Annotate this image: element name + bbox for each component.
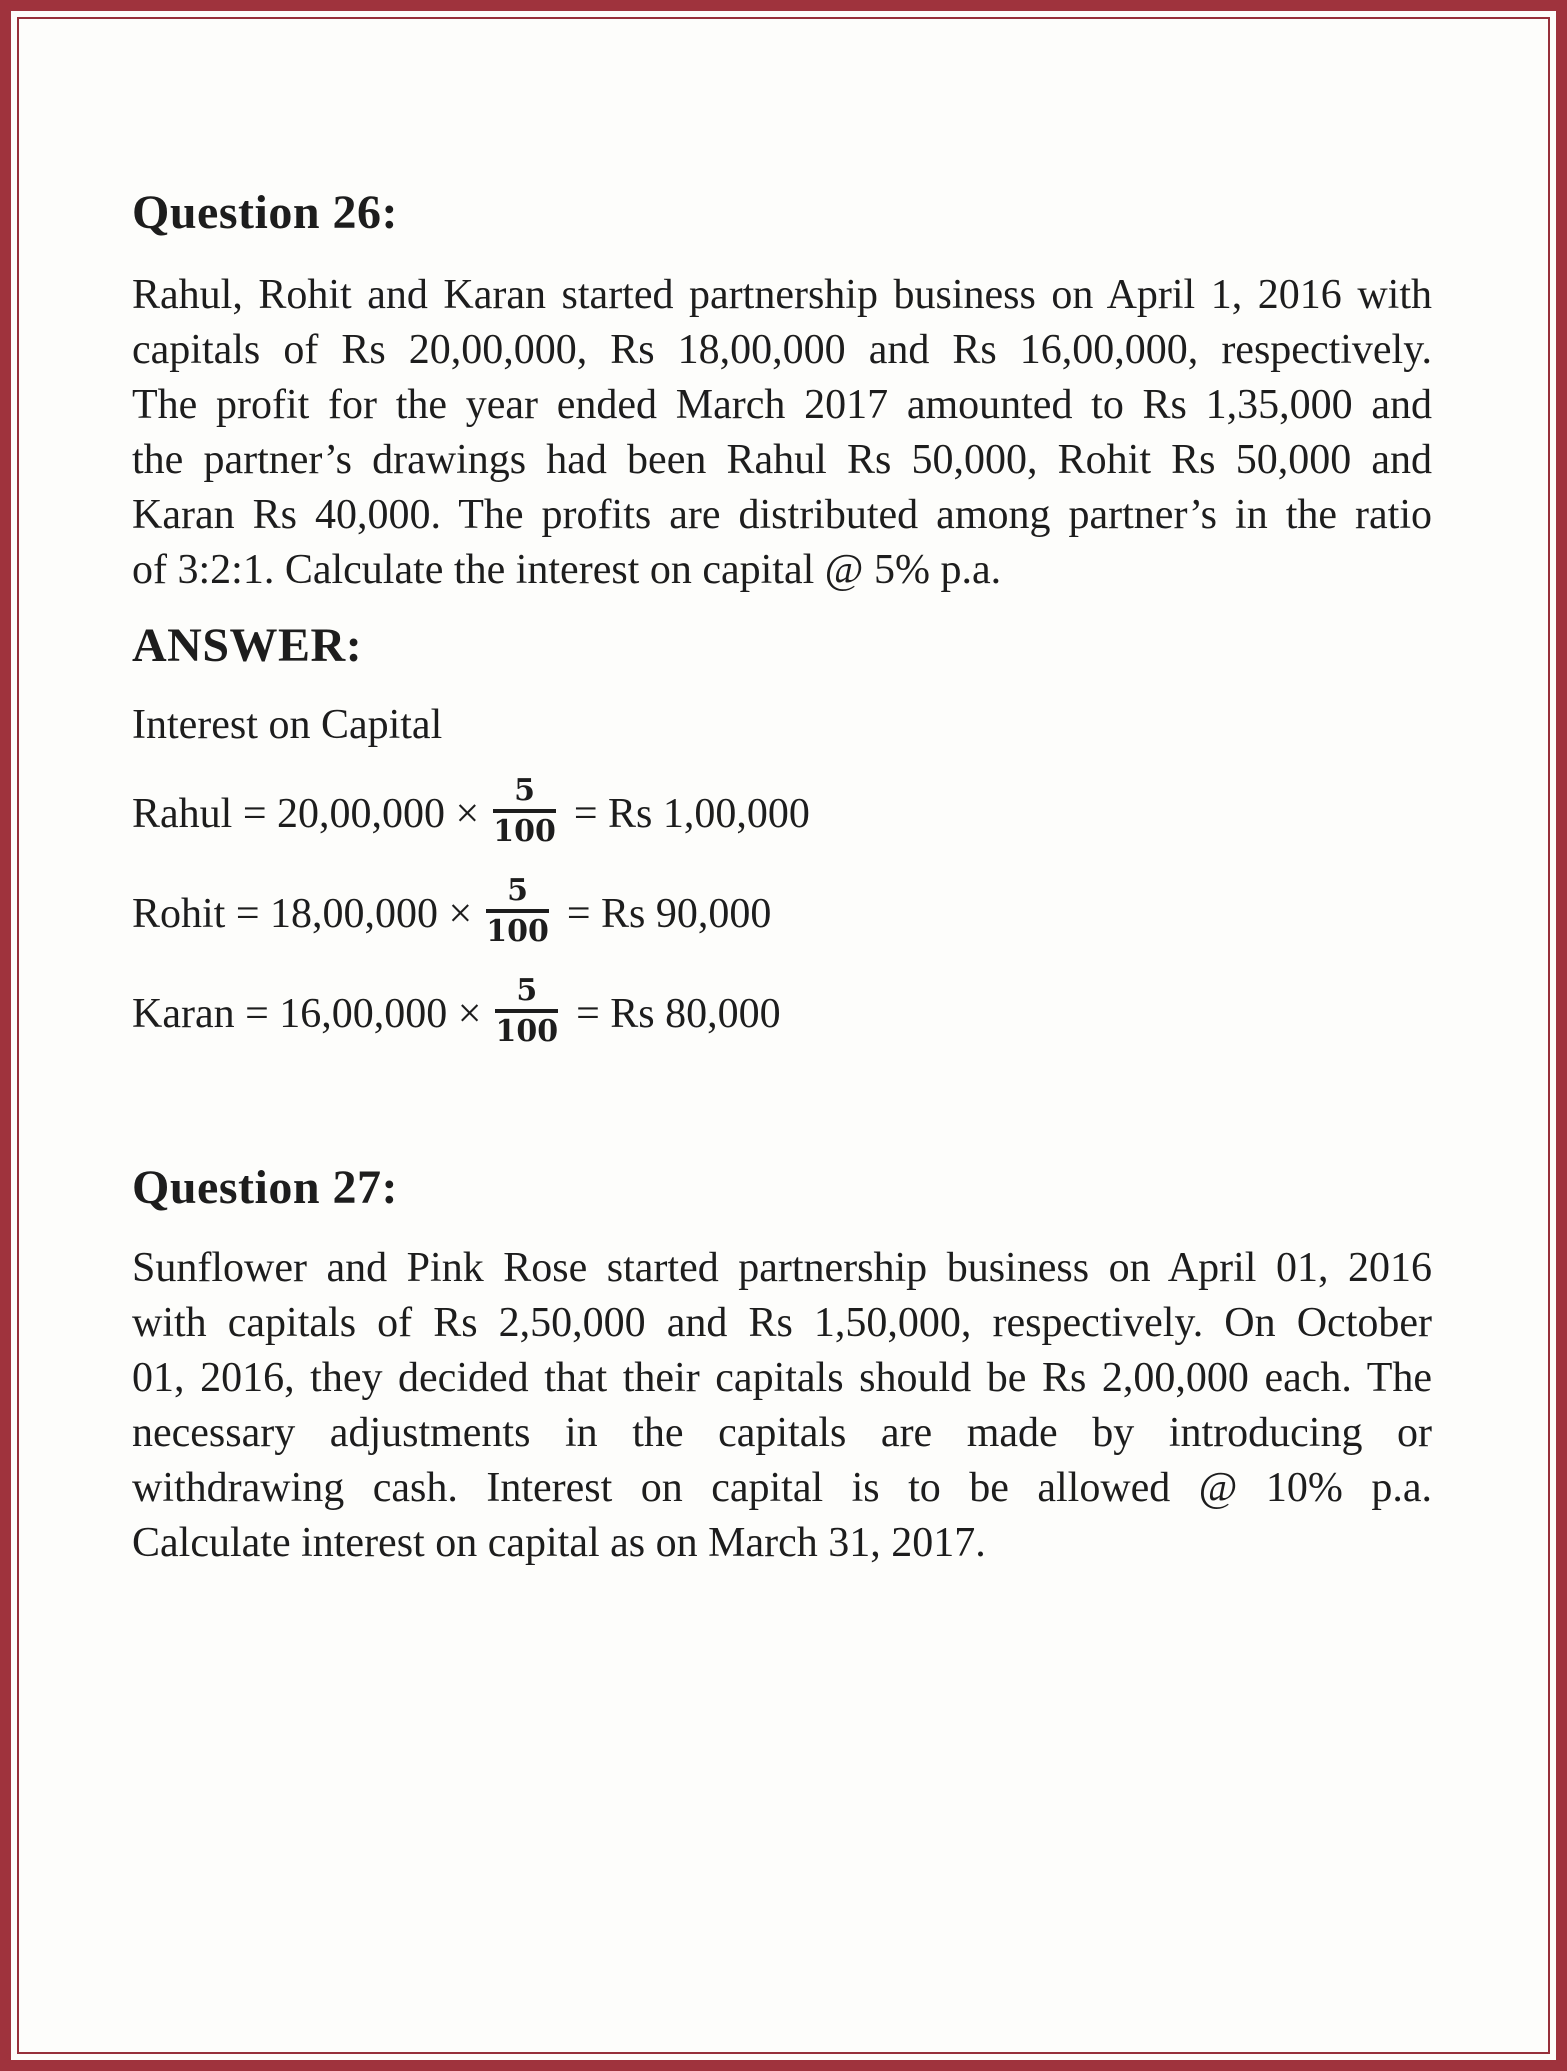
equation-lhs: Karan = 16,00,000 × [132, 991, 482, 1037]
text-line: with capitals of Rs 2,50,000 and Rs 1,50,000, respectively. On October [132, 1300, 1432, 1346]
question-27-text [132, 1241, 1432, 1571]
text-line: necessary adjustments in the capitals are made by introducing or [132, 1410, 1432, 1456]
equation-rohit [132, 864, 1432, 964]
interest-equations [132, 764, 1432, 1064]
fraction-bar [486, 909, 549, 913]
text-line: 01, 2016, they decided that their capitals should be Rs 2,00,000 each. The [132, 1355, 1432, 1401]
text-line: Sunflower and Pink Rose started partnership business on April 01, 2016 [132, 1245, 1432, 1291]
text-line: of 3:2:1. Calculate the interest on capital @ 5% p.a. [132, 547, 1002, 593]
fraction-bar [493, 809, 556, 813]
fraction-denominator: 100 [495, 1014, 559, 1049]
question-27-title: Question 27: [132, 1161, 399, 1214]
question-26-text [132, 268, 1432, 598]
equation-rhs: = Rs 80,000 [576, 991, 781, 1037]
text-line: capitals of Rs 20,00,000, Rs 18,00,000 and Rs 16,00,000, respectively. [132, 327, 1432, 373]
text-line: The profit for the year ended March 2017 amounted to Rs 1,35,000 and [132, 382, 1432, 428]
fraction-numerator: 5 [507, 873, 528, 908]
answer-heading: ANSWER: [132, 619, 363, 672]
page-content [132, 185, 1432, 1571]
text-line: withdrawing cash. Interest on capital is to be allowed @ 10% p.a. [132, 1465, 1432, 1511]
fraction [495, 974, 558, 1048]
fraction-numerator: 5 [514, 773, 535, 808]
fraction-bar [495, 1009, 558, 1013]
fraction-numerator: 5 [516, 973, 538, 1008]
equation-rhs: = Rs 90,000 [566, 891, 772, 937]
equation-lhs: Rahul = 20,00,000 × [132, 791, 480, 837]
text-line: the partner’s drawings had been Rahul Rs 50,000, Rohit Rs 50,000 and [132, 437, 1432, 483]
equation-rhs: = Rs 1,00,000 [573, 791, 810, 837]
fraction [493, 774, 556, 848]
equation-karan [132, 964, 1432, 1064]
text-line: Karan Rs 40,000. The profits are distributed among partner’s in the ratio [132, 492, 1432, 538]
text-line: Rahul, Rohit and Karan started partnership business on April 1, 2016 with [132, 272, 1432, 318]
question-26-title: Question 26: [132, 186, 399, 239]
equation-rahul [132, 764, 1432, 864]
fraction-denominator: 100 [486, 914, 549, 949]
answer-intro: Interest on Capital [132, 702, 443, 748]
equation-lhs: Rohit = 18,00,000 × [132, 891, 473, 937]
fraction [486, 874, 549, 948]
text-line: Calculate interest on capital as on March 31, 2017. [132, 1520, 986, 1566]
fraction-denominator: 100 [493, 814, 556, 849]
